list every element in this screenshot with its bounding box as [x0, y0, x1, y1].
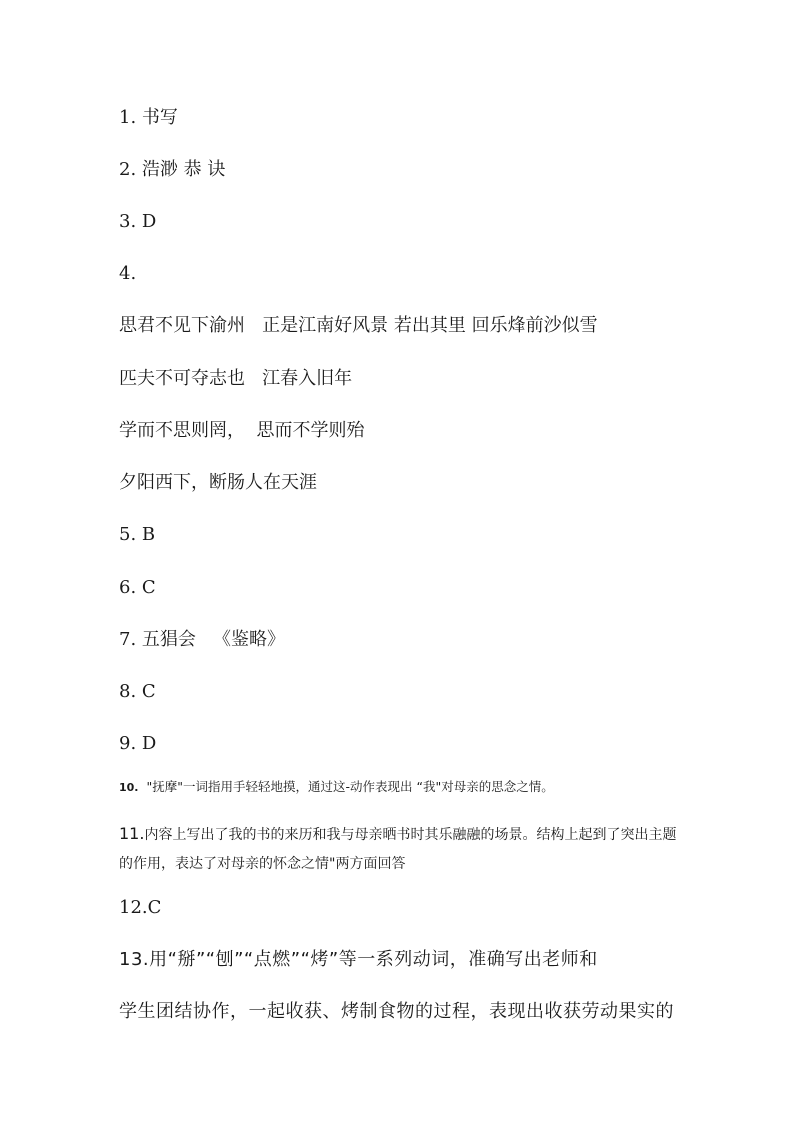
answer-1: 1. 书写 [119, 107, 178, 128]
answer-2: 2. 浩渺 恭 诀 [119, 159, 226, 180]
answer-11-line-1 [119, 824, 676, 845]
answer-10-number: 10. [119, 781, 139, 794]
poem-line-2: 匹夫不可夺志也 江春入旧年 [119, 368, 353, 389]
answer-6: 6. C [119, 577, 156, 598]
answer-12: 12.C [119, 897, 162, 918]
poem-line-1: 思君不见下渝州 正是江南好风景 若出其里 回乐烽前沙似雪 [119, 315, 598, 336]
answer-9: 9. D [119, 733, 157, 754]
poem-line-4: 夕阳西下，断肠人在天涯 [119, 472, 317, 493]
answer-11-text-1: 内容上写出了我的书的来历和我与母亲晒书时其乐融融的场景。结构上起到了突出主题 [144, 827, 677, 843]
answer-11-line-2: 的作用，表达了对母亲的怀念之情"两方面回答 [119, 856, 406, 872]
answer-11-number: 11. [119, 824, 145, 843]
answer-13-line-1: 13.用“掰”“刨”“点燃”“烤”等一系列动词，准确写出老师和 [119, 949, 598, 970]
answer-10-text: "抚摩"一词指用手轻轻地摸，通过这-动作表现出 “我"对母亲的思念之情。 [146, 779, 554, 794]
answer-8: 8. C [119, 681, 156, 702]
poem-line-3: 学而不思则罔， 思而不学则殆 [119, 420, 365, 441]
answer-3: 3. D [119, 211, 157, 232]
answer-10 [119, 778, 554, 797]
answer-13-line-2: 学生团结协作，一起收获、烤制食物的过程，表现出收获劳动果实的 [119, 1001, 674, 1022]
answer-4-label: 4. [119, 263, 137, 284]
answer-5: 5. B [119, 524, 156, 545]
answer-7: 7. 五猖会 《鉴略》 [119, 629, 286, 650]
